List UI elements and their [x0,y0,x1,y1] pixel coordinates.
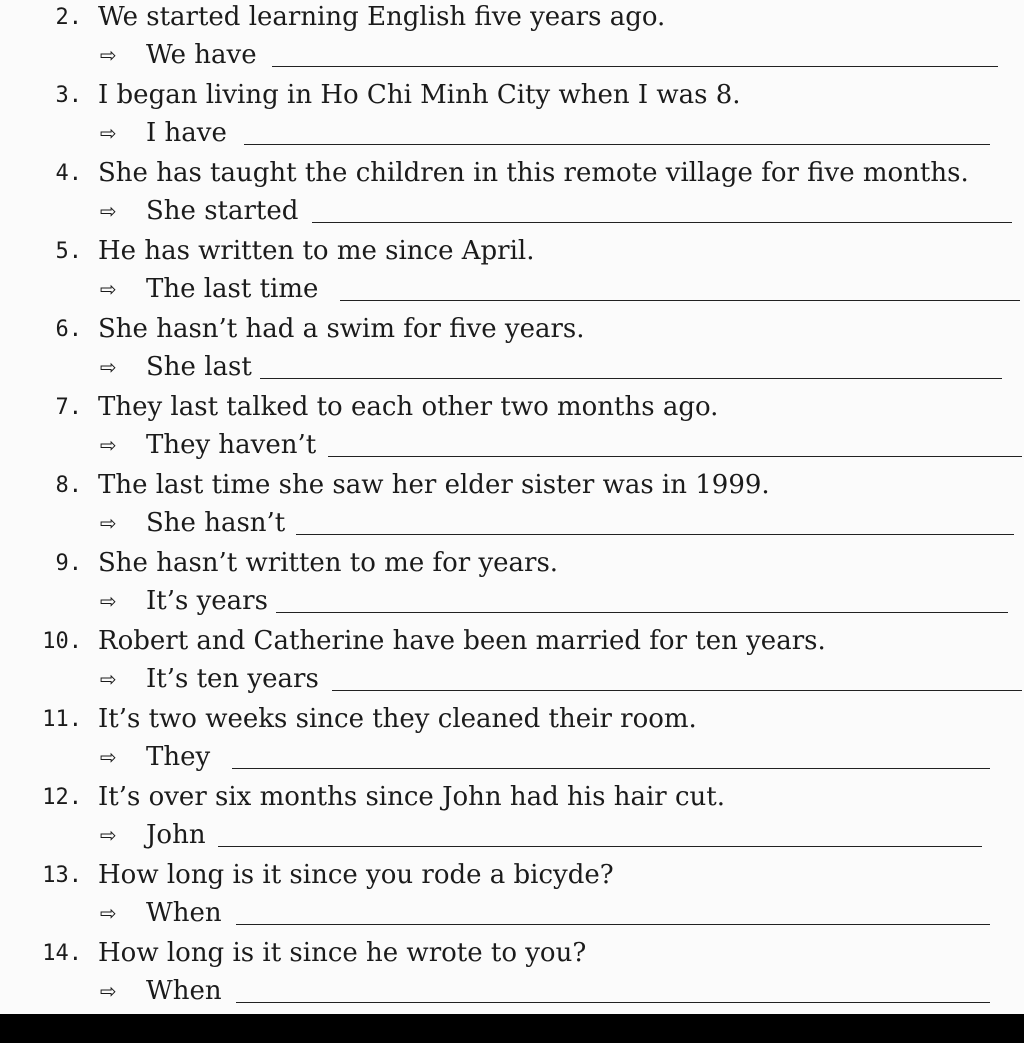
answer-blank[interactable] [260,378,1002,379]
bottom-black-bar [0,1014,1024,1043]
answer-prefix: We have [146,40,257,70]
answer-line [100,662,1024,696]
exercise-sentence: It’s two weeks since they cleaned their room. [98,704,697,734]
exercise-number: 8. [55,473,82,498]
answer-blank[interactable] [244,144,990,145]
answer-line [100,194,1024,228]
right-arrow-icon: ⇨ [100,589,117,613]
right-arrow-icon: ⇨ [100,901,117,925]
exercise-number: 3. [55,83,82,108]
answer-prefix: It’s ten years [146,664,319,694]
exercise-number: 5. [55,239,82,264]
exercise-item [0,858,1024,936]
exercise-sentence: How long is it since you rode a bicyde? [98,860,614,890]
answer-blank[interactable] [272,66,998,67]
right-arrow-icon: ⇨ [100,511,117,535]
right-arrow-icon: ⇨ [100,745,117,769]
exercise-sentence: The last time she saw her elder sister was in 1999. [98,470,770,500]
answer-prefix: She started [146,196,299,226]
right-arrow-icon: ⇨ [100,979,117,1003]
exercise-item [0,78,1024,156]
exercise-sentence: How long is it since he wrote to you? [98,938,587,968]
right-arrow-icon: ⇨ [100,355,117,379]
right-arrow-icon: ⇨ [100,199,117,223]
right-arrow-icon: ⇨ [100,121,117,145]
exercise-sentence: I began living in Ho Chi Minh City when I was 8. [98,80,741,110]
answer-prefix: When [146,976,222,1006]
answer-prefix: I have [146,118,227,148]
answer-blank[interactable] [328,456,1022,457]
answer-prefix: John [146,820,206,850]
answer-blank[interactable] [236,1002,990,1003]
answer-prefix: It’s years [146,586,268,616]
answer-line [100,116,1024,150]
answer-blank[interactable] [332,690,1022,691]
exercise-number: 14. [42,941,82,966]
right-arrow-icon: ⇨ [100,433,117,457]
exercise-number: 7. [55,395,82,420]
answer-prefix: When [146,898,222,928]
answer-blank[interactable] [340,300,1020,301]
answer-line [100,38,1024,72]
right-arrow-icon: ⇨ [100,277,117,301]
exercise-item [0,468,1024,546]
answer-line [100,740,1024,774]
exercise-number: 6. [55,317,82,342]
answer-line [100,584,1024,618]
exercise-item [0,546,1024,624]
right-arrow-icon: ⇨ [100,823,117,847]
exercise-item [0,156,1024,234]
exercise-item [0,780,1024,858]
exercise-sentence: She hasn’t had a swim for five years. [98,314,585,344]
exercise-item [0,312,1024,390]
exercise-item [0,624,1024,702]
answer-prefix: They [146,742,211,772]
right-arrow-icon: ⇨ [100,43,117,67]
answer-line [100,506,1024,540]
answer-line [100,896,1024,930]
exercise-item [0,390,1024,468]
exercise-sentence: We started learning English five years ago. [98,2,666,32]
exercise-number: 2. [55,5,82,30]
answer-line [100,350,1024,384]
exercise-item [0,234,1024,312]
exercise-sentence: He has written to me since April. [98,236,535,266]
answer-blank[interactable] [312,222,1012,223]
exercise-item [0,702,1024,780]
answer-blank[interactable] [276,612,1008,613]
exercise-number: 4. [55,161,82,186]
answer-line [100,818,1024,852]
exercise-sentence: She hasn’t written to me for years. [98,548,559,578]
exercise-number: 11. [42,707,82,732]
exercise-sentence: They last talked to each other two months ago. [98,392,719,422]
answer-blank[interactable] [218,846,982,847]
answer-prefix: She last [146,352,252,382]
answer-line [100,272,1024,306]
exercise-number: 12. [42,785,82,810]
exercise-number: 10. [42,629,82,654]
answer-blank[interactable] [296,534,1014,535]
right-arrow-icon: ⇨ [100,667,117,691]
exercise-item [0,0,1024,78]
exercise-number: 13. [42,863,82,888]
answer-line [100,974,1024,1008]
exercise-sentence: She has taught the children in this remote village for five months. [98,158,969,188]
answer-prefix: She hasn’t [146,508,286,538]
answer-prefix: The last time [146,274,319,304]
answer-blank[interactable] [236,924,990,925]
exercise-item [0,936,1024,1014]
exercise-number: 9. [55,551,82,576]
answer-line [100,428,1024,462]
answer-prefix: They haven’t [146,430,317,460]
exercise-sentence: Robert and Catherine have been married for ten years. [98,626,826,656]
exercise-sentence: It’s over six months since John had his hair cut. [98,782,725,812]
answer-blank[interactable] [232,768,990,769]
